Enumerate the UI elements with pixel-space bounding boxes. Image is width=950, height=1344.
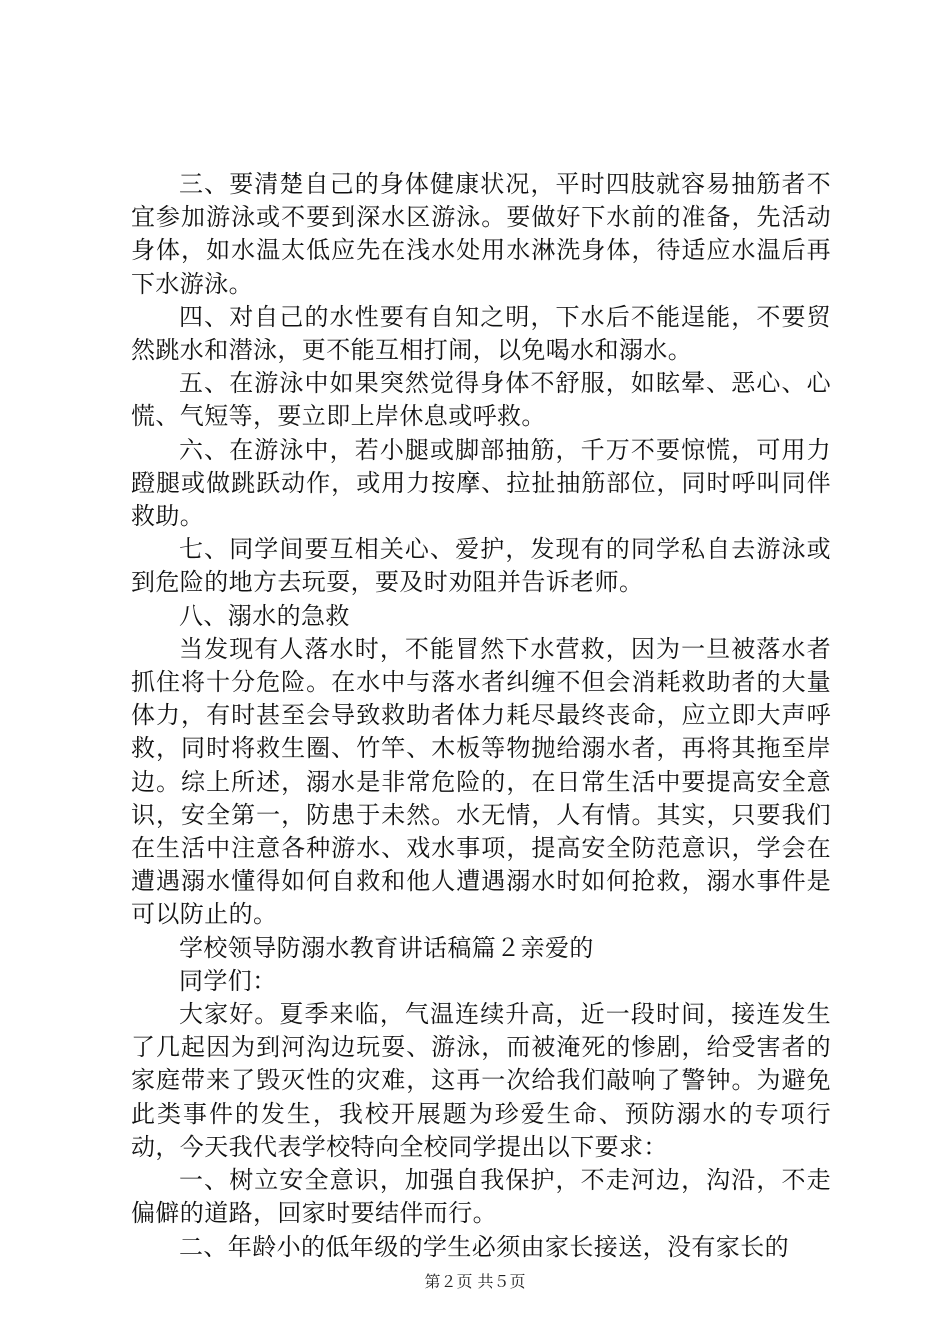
page-footer [0, 1272, 950, 1292]
speech-title: 学校领导防溺水教育讲话稿篇２亲爱的 [179, 933, 594, 962]
page-number: 第２页 共５页 [424, 1272, 526, 1291]
paragraph-item-5: 五、在游泳中如果突然觉得身体不舒服，如眩晕、恶心、心慌、气短等，要立即上岸休息或呼救。 [131, 369, 831, 431]
paragraph-rescue: 当发现有人落水时，不能冒然下水营救，因为一旦被落水者抓住将十分危险。在水中与落水者纠缠不但会消耗救助者的大量体力，有时甚至会导致救助者体力耗尽最终丧命，应立即大声呼救，同时将救生圈、竹竿、木板等物抛给溺水者，再将其拖至岸边。综上所述，溺水是非常危险的，在日常生活中要提高安全意识，安全第一，防患于未然。水无情，人有情。其实，只要我们在生活中注意各种游水、戏水事项，提高安全防范意识，学会在遭遇溺水懂得如何自救和他人遭遇溺水时如何抢救，溺水事件是可以防止的。 [131, 634, 831, 929]
paragraph-item-6: 六、在游泳中，若小腿或脚部抽筋，千万不要惊慌，可用力蹬腿或做跳跃动作，或用力按摩、拉扯抽筋部位，同时呼叫同伴救助。 [131, 435, 831, 531]
paragraph-item-3: 三、要清楚自己的身体健康状况，平时四肢就容易抽筋者不宜参加游泳或不要到深水区游泳。要做好下水前的准备，先活动身体，如水温太低应先在浅水处用水淋洗身体，待适应水温后再下水游泳。 [131, 170, 831, 298]
requirement-item-1: 一、树立安全意识，加强自我保护，不走河边，沟沿，不走偏僻的道路，回家时要结伴而行。 [131, 1166, 831, 1228]
document-body [131, 168, 831, 1264]
requirement-item-2: 二、年龄小的低年级的学生必须由家长接送，没有家长的 [179, 1232, 789, 1261]
paragraph-item-4: 四、对自己的水性要有自知之明，下水后不能逞能，不要贸然跳水和潜泳，更不能互相打闹，以免喝水和溺水。 [131, 302, 831, 365]
section-heading-rescue: 八、溺水的急救 [179, 601, 350, 630]
speech-salutation: 同学们： [179, 966, 277, 995]
speech-intro: 大家好。夏季来临，气温连续升高，近一段时间，接连发生了几起因为到河沟边玩耍、游泳，而被淹死的惨剧，给受害者的家庭带来了毁灭性的灾难，这再一次给我们敲响了警钟。为避免此类事件的发生，我校开展题为珍爱生命、预防溺水的专项行动，今天我代表学校特向全校同学提出以下要求： [131, 1000, 831, 1161]
paragraph-item-7: 七、同学间要互相关心、爱护，发现有的同学私自去游泳或到危险的地方去玩耍，要及时劝阻并告诉老师。 [131, 535, 831, 597]
